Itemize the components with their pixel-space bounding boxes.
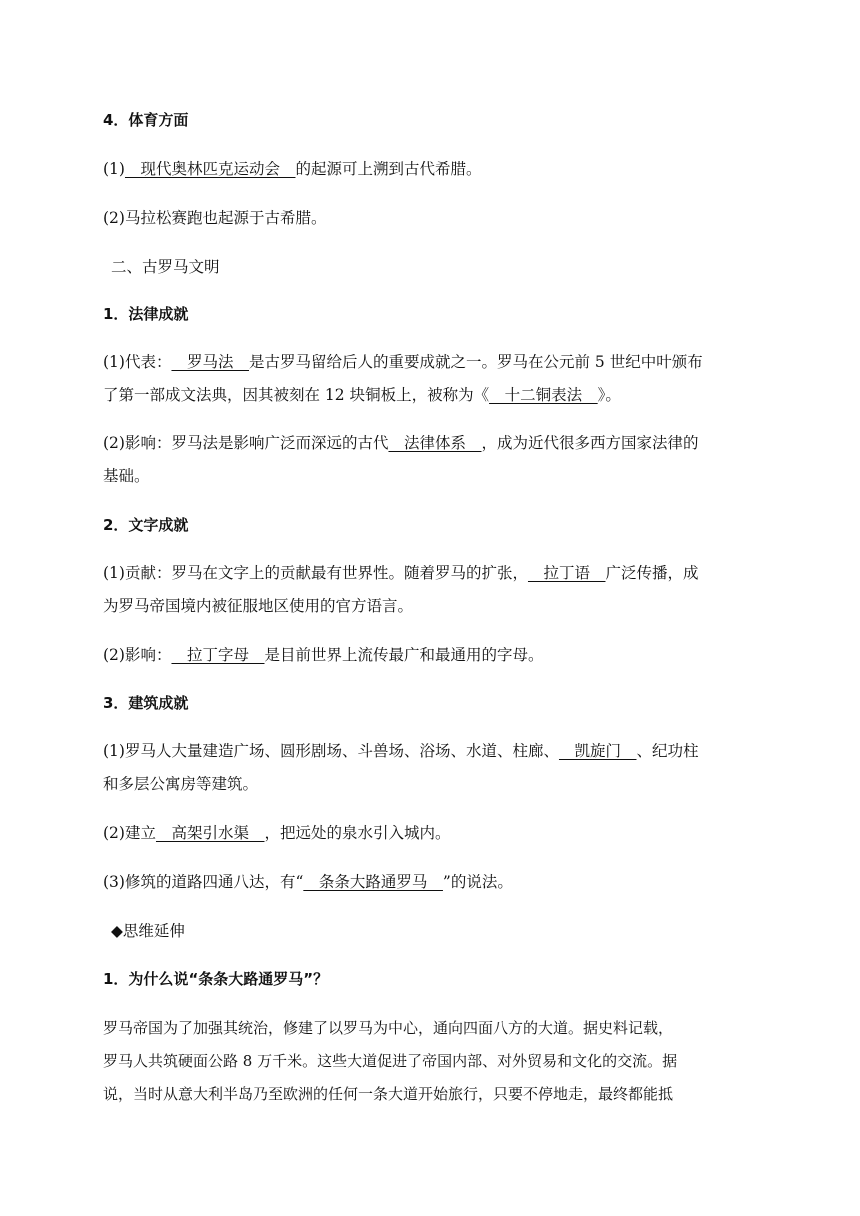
answer-blank: __罗马法__	[171, 353, 249, 371]
paragraph-writing-2: (2)影响：__拉丁字母__是目前世界上流传最广和最通用的字母。	[103, 646, 544, 664]
answer-blank: __拉丁语__	[527, 564, 606, 582]
paragraph-law-1-line1: (1)代表：__罗马法__是古罗马留给后人的重要成就之一。罗马在公元前 5 世纪中叶颁布	[103, 353, 703, 371]
heading-law: 1．法律成就	[103, 305, 189, 323]
paragraph-writing-1-line2: 为罗马帝国境内被征服地区使用的官方语言。	[103, 597, 414, 615]
paragraph-law-1-line2: 了第一部成文法典，因其被刻在 12 块铜板上，被称为《__十二铜表法__》。	[103, 386, 621, 404]
answer-line-2: 罗马人共筑硬面公路 8 万千米。这些大道促进了帝国内部、对外贸易和文化的交流。据	[103, 1052, 678, 1070]
heading-writing: 2．文字成就	[103, 516, 189, 534]
answer-blank: __拉丁字母__	[171, 646, 265, 664]
answer-blank: __凯旋门__	[558, 742, 637, 760]
answer-blank: __法律体系__	[388, 434, 482, 452]
paragraph-law-2-line2: 基础。	[103, 467, 150, 485]
answer-line-3: 说，当时从意大利半岛乃至欧洲的任何一条大道开始旅行，只要不停地走，最终都能抵	[103, 1085, 674, 1103]
heading-ancient-rome: 二、古罗马文明	[111, 258, 220, 276]
paragraph-law-2-line1: (2)影响：罗马法是影响广泛而深远的古代__法律体系__，成为近代很多西方国家法律的	[103, 434, 699, 452]
heading-thinking-extension: ◆思维延伸	[111, 922, 185, 940]
heading-architecture: 3．建筑成就	[103, 694, 189, 712]
paragraph-sports-1: (1)__现代奥林匹克运动会__的起源可上溯到古代希腊。	[103, 160, 482, 178]
paragraph-architecture-1-line1: (1)罗马人大量建造广场、圆形剧场、斗兽场、浴场、水道、柱廊、__凯旋门__、纪功柱	[103, 742, 699, 760]
answer-blank: __现代奥林匹克运动会__	[124, 160, 296, 178]
answer-blank: __高架引水渠__	[155, 824, 265, 842]
question-1: 1．为什么说“条条大路通罗马”？	[103, 970, 329, 988]
answer-blank: __十二铜表法__	[489, 386, 598, 404]
paragraph-writing-1-line1: (1)贡献：罗马在文字上的贡献最有世界性。随着罗马的扩张，__拉丁语__广泛传播，成	[103, 564, 699, 582]
answer-line-1: 罗马帝国为了加强其统治，修建了以罗马为中心，通向四面八方的大道。据史料记载，	[103, 1019, 674, 1037]
paragraph-architecture-3: (3)修筑的道路四通八达，有“__条条大路通罗马__”的说法。	[103, 873, 513, 891]
paragraph-sports-2: (2)马拉松赛跑也起源于古希腊。	[103, 209, 327, 227]
heading-sports: 4．体育方面	[103, 111, 189, 129]
paragraph-architecture-2: (2)建立__高架引水渠__，把远处的泉水引入城内。	[103, 824, 451, 842]
answer-blank: __条条大路通罗马__	[303, 873, 443, 891]
paragraph-architecture-1-line2: 和多层公寓房等建筑。	[103, 775, 259, 793]
